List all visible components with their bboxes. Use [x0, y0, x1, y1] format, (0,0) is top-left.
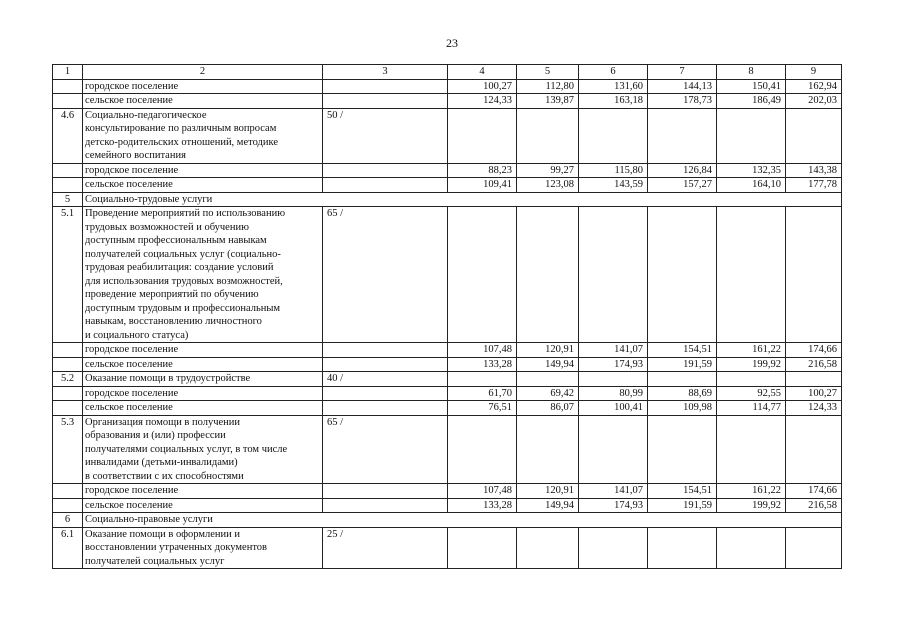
price-cell: 120,91	[517, 343, 579, 358]
time-norm: 40 /	[323, 372, 448, 387]
settlement-label: сельское поселение	[83, 178, 323, 193]
empty-price-cell	[717, 207, 786, 343]
price-cell: 144,13	[648, 79, 717, 94]
table-row	[53, 498, 842, 513]
empty-price-cell	[579, 527, 648, 569]
description-line: трудовая реабилитация: создание условий	[85, 262, 274, 273]
empty-price-cell	[786, 415, 842, 484]
service-description	[83, 372, 323, 387]
price-cell: 191,59	[648, 498, 717, 513]
number-cell	[53, 386, 83, 401]
price-cell: 178,73	[648, 94, 717, 109]
price-cell: 133,28	[448, 498, 517, 513]
price-cell: 100,27	[786, 386, 842, 401]
number-cell	[53, 178, 83, 193]
table-row	[53, 94, 842, 109]
empty-price-cell	[717, 372, 786, 387]
description-line: для использования трудовых возможностей,	[85, 275, 283, 287]
rate-cell	[323, 79, 448, 94]
price-cell: 109,98	[648, 401, 717, 416]
settlement-label: городское поселение	[83, 163, 323, 178]
description-line: Проведение мероприятий по использованию	[85, 208, 286, 219]
price-cell: 80,99	[579, 386, 648, 401]
price-cell: 149,94	[517, 498, 579, 513]
price-cell: 154,51	[648, 343, 717, 358]
column-header: 8	[717, 65, 786, 80]
time-norm: 50 /	[323, 108, 448, 163]
service-number: 5.2	[53, 372, 83, 387]
description-line: навыкам, восстановлению личностного	[85, 316, 262, 327]
empty-price-cell	[579, 207, 648, 343]
description-line: Социально-педагогическое	[85, 109, 207, 121]
description-line: получателей социальных услуг	[85, 555, 225, 567]
service-number: 6.1	[53, 527, 83, 569]
service-description	[83, 527, 323, 569]
empty-price-cell	[448, 415, 517, 484]
rate-cell	[323, 178, 448, 193]
empty-price-cell	[786, 207, 842, 343]
empty-price-cell	[648, 108, 717, 163]
column-header: 6	[579, 65, 648, 80]
price-cell: 114,77	[717, 401, 786, 416]
rate-cell	[323, 343, 448, 358]
price-cell: 86,07	[517, 401, 579, 416]
column-header: 3	[323, 65, 448, 80]
column-header: 4	[448, 65, 517, 80]
table-row	[53, 343, 842, 358]
description-line: доступным профессиональным навыкам	[85, 235, 267, 246]
service-description	[83, 108, 323, 163]
number-cell	[53, 343, 83, 358]
tariff-table	[52, 64, 842, 569]
description-line: детско-родительских отношений, методике	[85, 136, 278, 148]
rate-cell	[323, 357, 448, 372]
table-row	[53, 386, 842, 401]
empty-price-cell	[517, 415, 579, 484]
price-cell: 149,94	[517, 357, 579, 372]
price-cell: 174,66	[786, 343, 842, 358]
settlement-label: сельское поселение	[83, 498, 323, 513]
empty-price-cell	[517, 108, 579, 163]
table-body	[53, 65, 842, 569]
empty-price-cell	[448, 372, 517, 387]
empty-price-cell	[579, 415, 648, 484]
table-row	[53, 79, 842, 94]
number-cell	[53, 94, 83, 109]
price-cell: 161,22	[717, 343, 786, 358]
empty-price-cell	[786, 372, 842, 387]
service-description	[83, 415, 323, 484]
price-cell: 131,60	[579, 79, 648, 94]
price-cell: 150,41	[717, 79, 786, 94]
empty-price-cell	[517, 207, 579, 343]
time-norm: 65 /	[323, 207, 448, 343]
empty-price-cell	[648, 372, 717, 387]
price-cell: 133,28	[448, 357, 517, 372]
service-number: 5.3	[53, 415, 83, 484]
price-cell: 112,80	[517, 79, 579, 94]
price-cell: 143,38	[786, 163, 842, 178]
number-cell	[53, 498, 83, 513]
number-cell	[53, 163, 83, 178]
price-cell: 61,70	[448, 386, 517, 401]
empty-price-cell	[717, 108, 786, 163]
service-row	[53, 527, 842, 569]
price-cell: 88,69	[648, 386, 717, 401]
price-cell: 202,03	[786, 94, 842, 109]
description-line: Оказание помощи в оформлении и	[85, 528, 241, 540]
price-cell: 174,93	[579, 357, 648, 372]
price-cell: 163,18	[579, 94, 648, 109]
rate-cell	[323, 498, 448, 513]
settlement-label: городское поселение	[83, 343, 323, 358]
price-cell: 76,51	[448, 401, 517, 416]
price-cell: 132,35	[717, 163, 786, 178]
empty-price-cell	[448, 207, 517, 343]
column-header: 7	[648, 65, 717, 80]
price-cell: 191,59	[648, 357, 717, 372]
table-row	[53, 484, 842, 499]
price-cell: 174,93	[579, 498, 648, 513]
column-header: 1	[53, 65, 83, 80]
empty-price-cell	[579, 372, 648, 387]
price-cell: 107,48	[448, 343, 517, 358]
price-cell: 174,66	[786, 484, 842, 499]
price-cell: 107,48	[448, 484, 517, 499]
price-cell: 100,27	[448, 79, 517, 94]
description-line: и социального статуса)	[85, 329, 189, 341]
settlement-label: городское поселение	[83, 386, 323, 401]
price-cell: 92,55	[717, 386, 786, 401]
price-cell: 216,58	[786, 357, 842, 372]
price-cell: 88,23	[448, 163, 517, 178]
empty-price-cell	[786, 527, 842, 569]
description-line: доступным трудовым и профессиональным	[85, 302, 281, 314]
price-cell: 123,08	[517, 178, 579, 193]
table-row	[53, 163, 842, 178]
settlement-label: сельское поселение	[83, 94, 323, 109]
price-cell: 157,27	[648, 178, 717, 193]
description-line: консультирование по различным вопросам	[85, 123, 277, 134]
section-number: 5	[53, 192, 83, 207]
column-header: 2	[83, 65, 323, 80]
service-row	[53, 415, 842, 484]
price-cell: 177,78	[786, 178, 842, 193]
price-cell: 124,33	[448, 94, 517, 109]
description-line: трудовых возможностей и обучению	[85, 221, 249, 233]
empty-price-cell	[717, 527, 786, 569]
service-number: 5.1	[53, 207, 83, 343]
column-number-row	[53, 65, 842, 80]
description-line: семейного воспитания	[85, 150, 186, 161]
price-cell: 199,92	[717, 357, 786, 372]
price-cell: 109,41	[448, 178, 517, 193]
price-cell: 154,51	[648, 484, 717, 499]
price-cell: 126,84	[648, 163, 717, 178]
price-cell: 216,58	[786, 498, 842, 513]
empty-price-cell	[648, 527, 717, 569]
price-cell: 141,07	[579, 343, 648, 358]
column-header: 9	[786, 65, 842, 80]
column-header: 5	[517, 65, 579, 80]
section-row	[53, 192, 842, 207]
table-row	[53, 401, 842, 416]
rate-cell	[323, 94, 448, 109]
settlement-label: городское поселение	[83, 79, 323, 94]
section-row	[53, 513, 842, 528]
empty-price-cell	[579, 108, 648, 163]
price-cell: 141,07	[579, 484, 648, 499]
description-line: проведение мероприятий по обучению	[85, 289, 259, 300]
service-number: 4.6	[53, 108, 83, 163]
rate-cell	[323, 484, 448, 499]
price-cell: 120,91	[517, 484, 579, 499]
empty-price-cell	[717, 415, 786, 484]
empty-price-cell	[517, 372, 579, 387]
table-row	[53, 178, 842, 193]
price-cell: 69,42	[517, 386, 579, 401]
service-row	[53, 372, 842, 387]
price-cell: 162,94	[786, 79, 842, 94]
price-cell: 164,10	[717, 178, 786, 193]
description-line: в соответствии с их способностями	[85, 470, 244, 482]
service-row	[53, 108, 842, 163]
section-title: Социально-правовые услуги	[83, 513, 842, 528]
description-line: Оказание помощи в трудоустройстве	[85, 373, 251, 384]
number-cell	[53, 484, 83, 499]
rate-cell	[323, 163, 448, 178]
price-cell: 161,22	[717, 484, 786, 499]
price-cell: 115,80	[579, 163, 648, 178]
table-row	[53, 357, 842, 372]
empty-price-cell	[517, 527, 579, 569]
description-line: восстановлении утраченных документов	[85, 542, 267, 553]
settlement-label: сельское поселение	[83, 401, 323, 416]
price-cell: 124,33	[786, 401, 842, 416]
description-line: получателей социальных услуг (социально-	[85, 248, 281, 260]
description-line: образования и (или) профессии	[85, 430, 226, 441]
price-cell: 139,87	[517, 94, 579, 109]
price-cell: 143,59	[579, 178, 648, 193]
time-norm: 25 /	[323, 527, 448, 569]
empty-price-cell	[786, 108, 842, 163]
section-title: Социально-трудовые услуги	[83, 192, 842, 207]
price-cell: 199,92	[717, 498, 786, 513]
time-norm: 65 /	[323, 415, 448, 484]
empty-price-cell	[448, 527, 517, 569]
empty-price-cell	[648, 207, 717, 343]
section-number: 6	[53, 513, 83, 528]
empty-price-cell	[448, 108, 517, 163]
service-description	[83, 207, 323, 343]
number-cell	[53, 401, 83, 416]
description-line: получателями социальных услуг, в том числе	[85, 443, 288, 455]
rate-cell	[323, 386, 448, 401]
price-cell: 99,27	[517, 163, 579, 178]
settlement-label: городское поселение	[83, 484, 323, 499]
price-cell: 100,41	[579, 401, 648, 416]
description-line: инвалидами (детьми-инвалидами)	[85, 457, 238, 468]
settlement-label: сельское поселение	[83, 357, 323, 372]
page-number: 23	[446, 36, 458, 50]
rate-cell	[323, 401, 448, 416]
description-line: Организация помощи в получении	[85, 416, 241, 428]
number-cell	[53, 357, 83, 372]
service-row	[53, 207, 842, 343]
number-cell	[53, 79, 83, 94]
empty-price-cell	[648, 415, 717, 484]
price-cell: 186,49	[717, 94, 786, 109]
